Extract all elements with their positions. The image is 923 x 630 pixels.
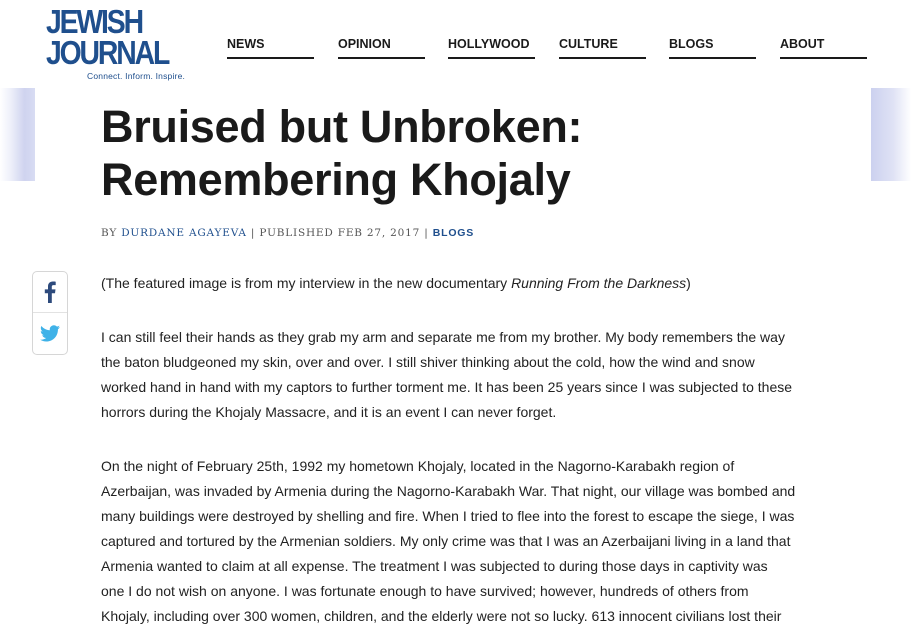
share-buttons: [32, 271, 68, 355]
paragraph-line: Khojaly, including over 300 women, children, and the elderly were not so lucky. 613 innocent civilians lost their: [101, 608, 782, 624]
byline-separator: |: [424, 227, 429, 239]
article-title: [101, 100, 751, 206]
paragraph-line: captured and tortured by the Armenian soldiers. My only crime was that I was an Azerbaijani living in a land that: [101, 533, 791, 549]
paragraph-line: the baton bludgeoned my skin, over and over. I still shiver thinking about the cold, how the wind and snow: [101, 354, 755, 370]
article-paragraph-1: [101, 325, 821, 425]
facebook-icon: [44, 281, 56, 303]
documentary-title: Running From the Darkness: [511, 275, 687, 291]
logo-wordmark-line2: JOURNAL: [46, 34, 169, 71]
author-link[interactable]: DURDANE AGAYEVA: [121, 227, 247, 239]
article-title-line1: Bruised but Unbroken:: [101, 101, 583, 152]
nav-item-culture[interactable]: CULTURE: [559, 36, 646, 59]
nav-item-about[interactable]: ABOUT: [780, 36, 867, 59]
category-link[interactable]: BLOGS: [432, 227, 475, 239]
logo-wordmark-line1: JEWISH: [46, 3, 142, 40]
article-paragraph-2: [101, 454, 821, 629]
paragraph-line: one I do not wish on anyone. I was fortunate enough to have survived; however, hundreds of others from: [101, 583, 749, 599]
publish-date: PUBLISHED FEB 27, 2017: [259, 227, 421, 239]
facebook-share-button[interactable]: [33, 272, 67, 313]
paragraph-line: worked hand in hand with my captors to further torment me. It has been 25 years since I was subjected to these: [101, 379, 793, 395]
nav-item-blogs[interactable]: BLOGS: [669, 36, 756, 59]
nav-item-news[interactable]: NEWS: [227, 36, 314, 59]
paragraph-line: Armenia wanted to claim at all expense. The treatment I was subjected to during those days in captivity was: [101, 558, 768, 574]
logo-tagline: Connect. Inform. Inspire.: [87, 71, 186, 81]
paragraph-line: many buildings were destroyed by shelling and fire. When I tried to flee into the forest to escape the siege, I was: [101, 508, 795, 524]
article-intro: [101, 271, 821, 296]
twitter-share-button[interactable]: [33, 313, 67, 354]
paragraph-line: horrors during the Khojaly Massacre, and it is an event I can never forget.: [101, 404, 557, 420]
paragraph-line: I can still feel their hands as they grab my arm and separate me from my brother. My body remembers the way: [101, 329, 785, 345]
nav-item-opinion[interactable]: OPINION: [338, 36, 425, 59]
paragraph-line: Azerbaijan, was invaded by Armenia during the Nagorno-Karabakh War. That night, our village was bombed and: [101, 483, 796, 499]
article-title-line2: Remembering Khojaly: [101, 154, 571, 205]
side-ad-left[interactable]: [0, 88, 35, 181]
side-ad-right[interactable]: [871, 88, 911, 181]
byline-separator: |: [250, 227, 256, 239]
site-logo[interactable]: [46, 3, 196, 82]
paragraph-line: On the night of February 25th, 1992 my hometown Khojaly, located in the Nagorno-Karabakh region of: [101, 458, 735, 474]
intro-text-end: ): [686, 275, 691, 291]
nav-item-hollywood[interactable]: HOLLYWOOD: [448, 36, 535, 59]
article-byline: [101, 227, 474, 239]
twitter-icon: [40, 325, 60, 342]
byline-prefix: BY: [101, 227, 118, 239]
intro-text: (The featured image is from my interview in the new documentary: [101, 275, 512, 291]
